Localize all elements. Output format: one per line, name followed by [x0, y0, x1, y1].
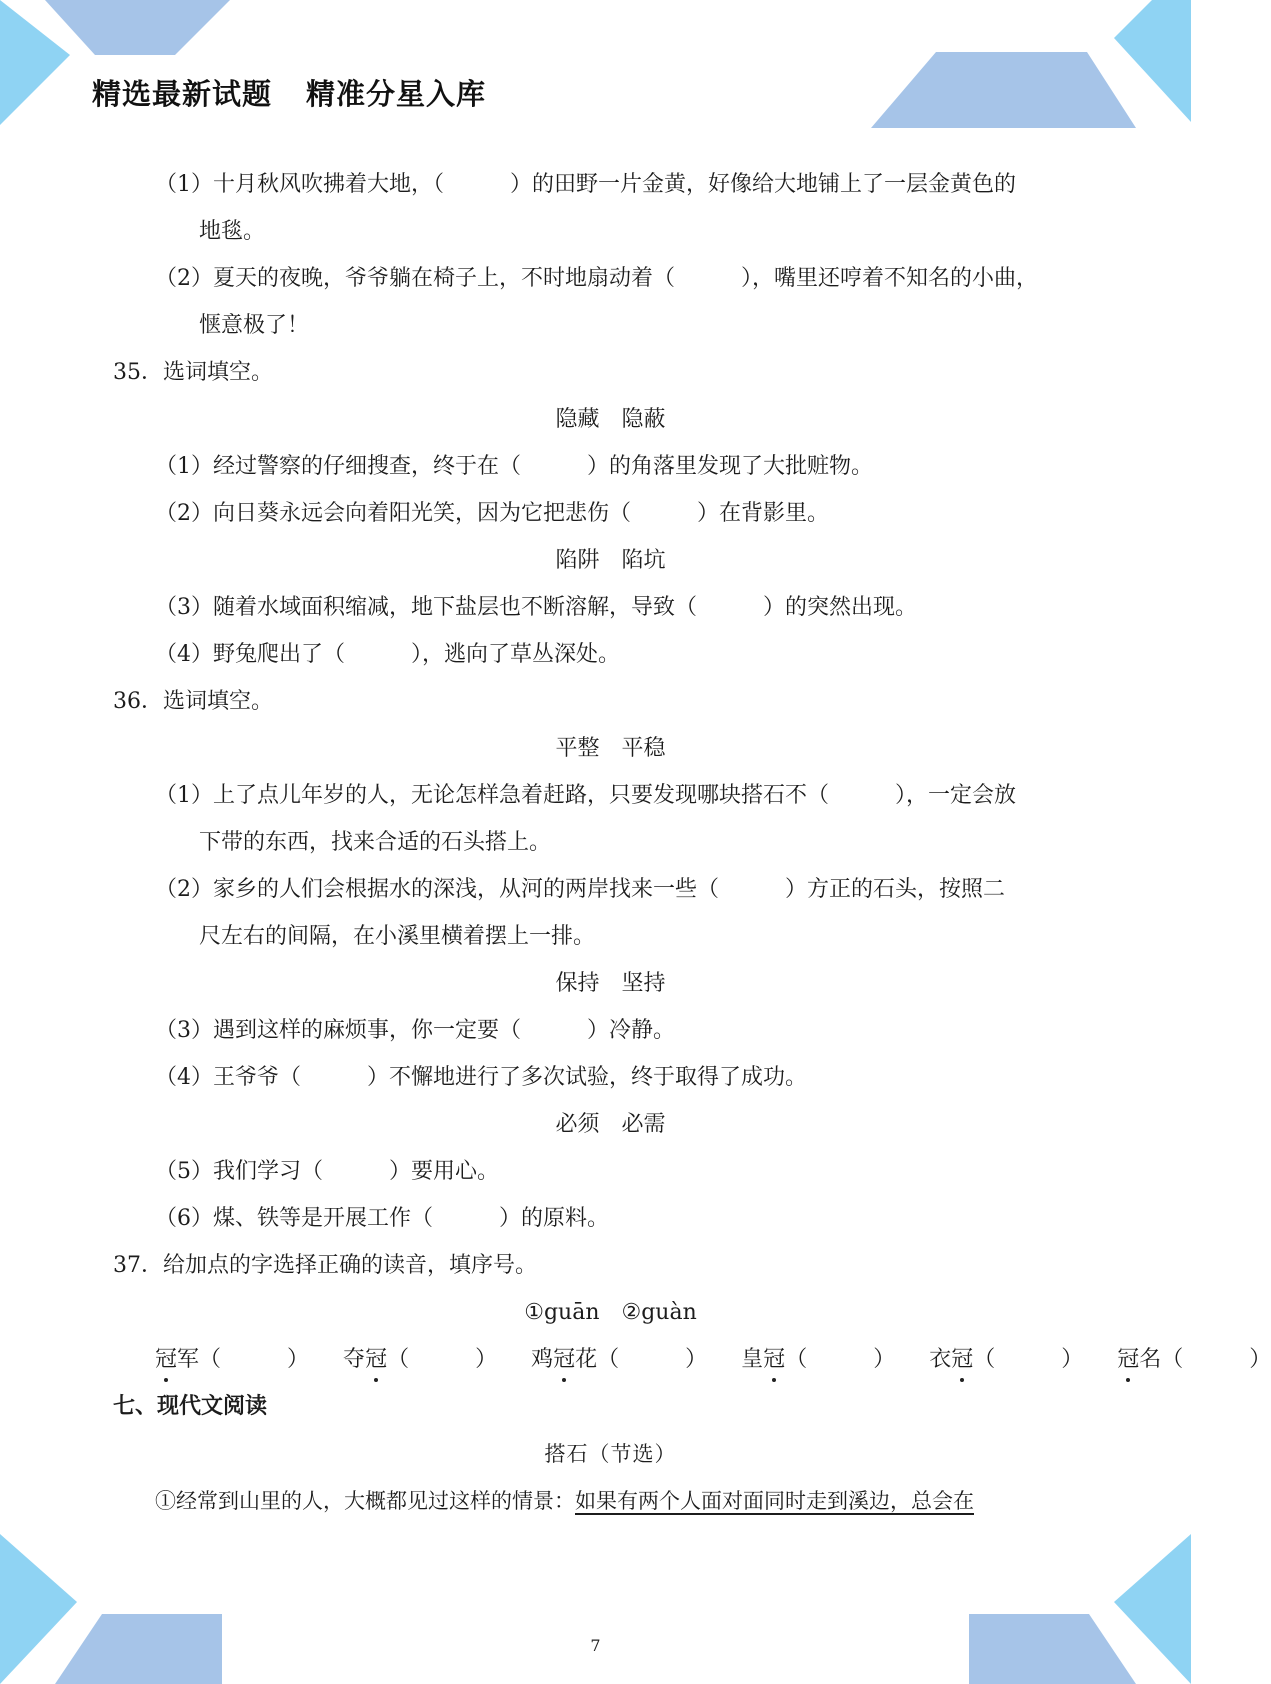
question-37-heading: 37．给加点的字选择正确的读音，填序号。 [113, 1253, 537, 1278]
pinyin-options: ①guān ②guàn [524, 1300, 697, 1325]
question-36-item-2-continued: 尺左右的间隔，在小溪里横着摆上一排。 [199, 924, 596, 949]
word-choice-5: 必须 必需 [555, 1112, 666, 1137]
dotted-character: 冠 [155, 1345, 177, 1375]
pinyin-item: 冠军（ ） [155, 1345, 309, 1375]
header-title-part-2: 精准分星入库 [306, 77, 487, 111]
question-36-heading: 36．选词填空。 [113, 689, 273, 714]
page-number: 7 [590, 1636, 601, 1655]
header-title-part-1: 精选最新试题 [92, 77, 273, 111]
reading-paragraph [155, 1486, 974, 1516]
pinyin-item: 冠名（ ） [1117, 1345, 1271, 1375]
word-choice-2: 陷阱 陷坑 [555, 548, 666, 573]
question-35-item-1: （1）经过警察的仔细搜查，终于在（ ）的角落里发现了大批赃物。 [155, 454, 873, 479]
top-left-corner-decoration [0, 0, 260, 140]
question-35-heading: 35．选词填空。 [113, 360, 273, 385]
pinyin-item: 鸡冠花（ ） [531, 1345, 707, 1375]
question-34-item-1: （1）十月秋风吹拂着大地，（ ）的田野一片金黄，好像给大地铺上了一层金黄色的 [155, 172, 1017, 197]
pinyin-item: 衣冠（ ） [929, 1345, 1083, 1375]
question-34-item-2-continued: 惬意极了！ [199, 313, 310, 338]
section-heading: 七、现代文阅读 [113, 1394, 268, 1419]
word-choice-4: 保持 坚持 [555, 971, 666, 996]
dotted-character: 冠 [365, 1345, 387, 1375]
bottom-left-corner-decoration [0, 1534, 260, 1684]
question-35-item-4: （4）野兔爬出了（ ），逃向了草丛深处。 [155, 642, 620, 667]
pinyin-item: 皇冠（ ） [741, 1345, 895, 1375]
question-34-item-2: （2）夏天的夜晚，爷爷躺在椅子上，不时地扇动着（ ），嘴里还哼着不知名的小曲， [155, 266, 1039, 291]
question-36-item-2: （2）家乡的人们会根据水的深浅，从河的两岸找来一些（ ）方正的石头，按照二 [155, 877, 1005, 902]
question-36-item-3: （3）遇到这样的麻烦事，你一定要（ ）冷静。 [155, 1018, 675, 1043]
question-34-item-1-continued: 地毯。 [199, 219, 266, 244]
word-choice-1: 隐藏 隐蔽 [555, 407, 666, 432]
reading-paragraph-start: ①经常到山里的人，大概都见过这样的情景： [155, 1489, 575, 1513]
bottom-right-corner-decoration [931, 1534, 1191, 1684]
question-36-item-1-continued: 下带的东西，找来合适的石头搭上。 [199, 830, 552, 855]
pinyin-item: 夺冠（ ） [343, 1345, 497, 1375]
question-36-item-4: （4）王爷爷（ ）不懈地进行了多次试验，终于取得了成功。 [155, 1065, 807, 1090]
reading-title: 搭石（节选） [544, 1442, 677, 1466]
question-36-item-5: （5）我们学习（ ）要用心。 [155, 1159, 499, 1184]
dotted-character: 冠 [553, 1345, 575, 1375]
dotted-character: 冠 [951, 1345, 973, 1375]
question-36-item-6: （6）煤、铁等是开展工作（ ）的原料。 [155, 1206, 609, 1231]
pinyin-items-row [155, 1345, 1271, 1375]
question-35-item-3: （3）随着水域面积缩减，地下盐层也不断溶解，导致（ ）的突然出现。 [155, 595, 917, 620]
top-right-corner-decoration [861, 0, 1191, 140]
dotted-character: 冠 [1117, 1345, 1139, 1375]
underlined-sentence: 如果有两个人面对面同时走到溪边，总会在 [575, 1489, 974, 1513]
question-35-item-2: （2）向日葵永远会向着阳光笑，因为它把悲伤（ ）在背影里。 [155, 501, 829, 526]
dotted-character: 冠 [763, 1345, 785, 1375]
question-36-item-1: （1）上了点儿年岁的人，无论怎样急着赶路，只要发现哪块搭石不（ ），一定会放 [155, 783, 1017, 808]
word-choice-3: 平整 平稳 [555, 736, 666, 761]
header-title [92, 72, 486, 113]
